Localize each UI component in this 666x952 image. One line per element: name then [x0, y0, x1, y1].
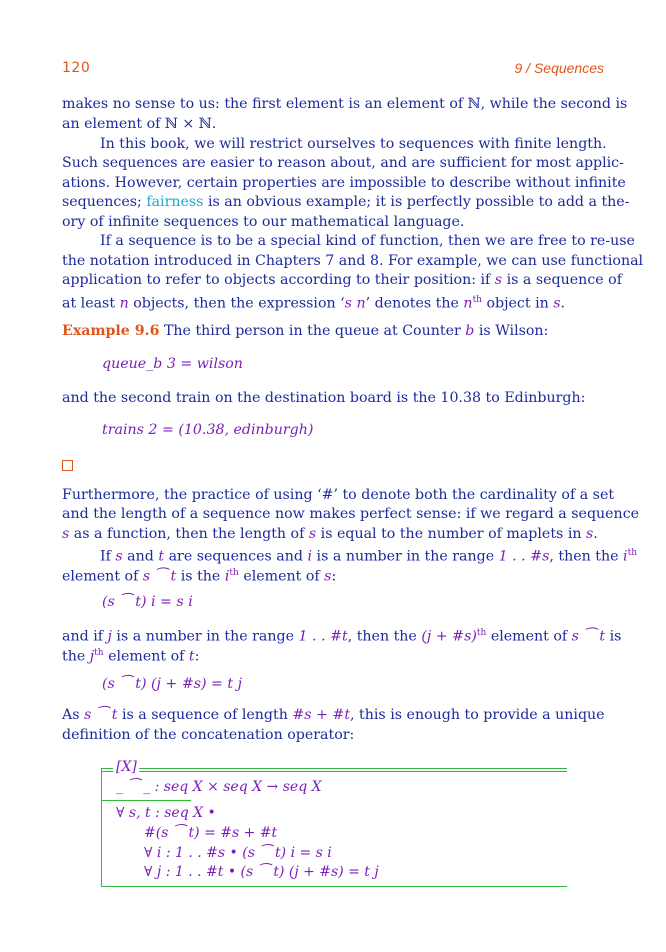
body-line: at least n objects, then the expression ‘s n’ denotes the $n^{th}$ object in s. [62, 295, 566, 312]
body-line: sequences; fairness is an obvious example; it is perfectly possible to add a the- [62, 194, 630, 210]
body-line: As s ⁀ t is a sequence of length #s + #t, this is enough to provide a unique [62, 707, 605, 723]
fairness-link[interactable]: fairness [146, 194, 204, 210]
body-line: and if j is a number in the range 1 . . #t, then the (j + #s)$^{th}$ element of s ⁀ t is [62, 628, 622, 645]
example-label: Example 9.6 [62, 323, 160, 339]
display-equation: queue_b 3 = wilson [102, 356, 243, 372]
body-line: element of s ⁀ t is the $i^{th}$ element of s: [62, 568, 337, 585]
body-line: application to refer to objects according to their position: if s is a sequence of [62, 272, 622, 288]
example-heading: Example 9.6 The third person in the queue at Counter b is Wilson: [62, 323, 549, 339]
end-of-example-mark [62, 460, 73, 471]
schema-declaration: _ ⁀ _ : seq X × seq X → seq X [116, 779, 322, 795]
body-line: ations. However, certain properties are impossible to describe without infinite [62, 175, 626, 191]
body-line: an element of ℕ × ℕ. [62, 116, 217, 132]
body-line: makes no sense to us: the first element is an element of ℕ, while the second is [62, 96, 628, 112]
display-equation: (s ⁀ t) (j + #s) = t j [102, 676, 243, 692]
body-line: Furthermore, the practice of using ‘#’ to denote both the cardinality of a set [62, 487, 615, 503]
body-line: and the length of a sequence now makes perfect sense: if we regard a sequence [62, 506, 640, 522]
body-line: the notation introduced in Chapters 7 and 8. For example, we can use functional [62, 253, 644, 269]
body-line: s as a function, then the length of s is equal to the number of maplets in s. [62, 526, 598, 542]
page-number: 120 [62, 60, 91, 76]
body-line: If s and t are sequences and i is a number in the range 1 . . #s, then the $i^{th}$ [100, 548, 637, 565]
body-line: ory of infinite sequences to our mathematical language. [62, 214, 465, 230]
body-line: If a sequence is to be a special kind of function, then we are free to re-use [100, 233, 635, 249]
schema-parameter: [X] [116, 759, 137, 775]
schema-predicate: #(s ⁀ t) = #s + #t [144, 825, 278, 841]
body-line: and the second train on the destination board is the 10.38 to Edinburgh: [62, 390, 586, 406]
schema-predicate: ∀ j : 1 . . #t • (s ⁀ t) (j + #s) = t j [144, 864, 379, 880]
body-line: the $j^{th}$ element of t: [62, 648, 200, 665]
schema-predicate: ∀ s, t : seq X • [116, 805, 216, 821]
display-equation: (s ⁀ t) i = s i [102, 594, 193, 610]
schema-predicate: ∀ i : 1 . . #s • (s ⁀ t) i = s i [144, 845, 332, 861]
body-line: Such sequences are easier to reason about, and are sufficient for most applic- [62, 155, 624, 171]
running-title: 9 / Sequences [514, 60, 604, 76]
display-equation: trains 2 = (10.38, edinburgh) [102, 422, 314, 438]
body-line: In this book, we will restrict ourselves to sequences with finite length. [100, 136, 607, 152]
body-line: definition of the concatenation operator: [62, 727, 355, 743]
